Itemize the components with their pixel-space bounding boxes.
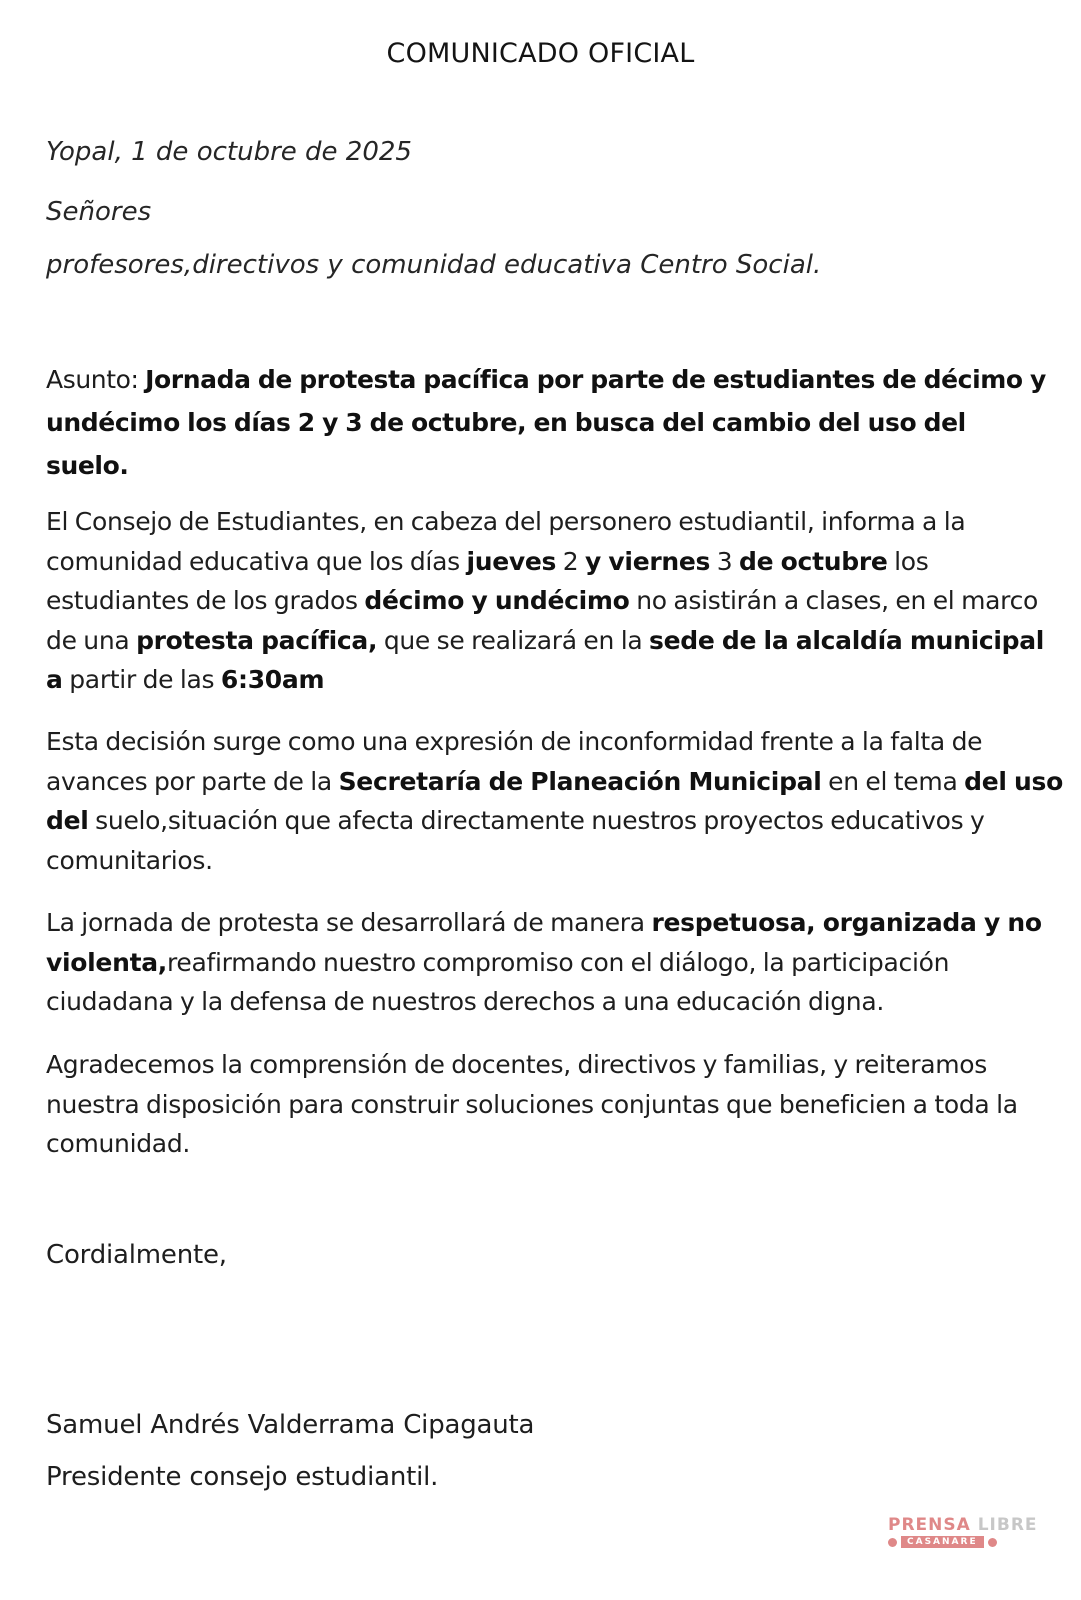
salutation: Señores [46,197,152,227]
signer-name: Samuel Andrés Valderrama Cipagauta [46,1410,535,1440]
paragraph-reason [46,722,1066,880]
logo-word-2: LIBRE [977,1515,1038,1535]
p1-text-4: los estudiantes de los grados [46,546,929,615]
p1-text-5: no asistirán a clases, en el marco de una [46,586,1039,655]
p2-text-2: en el tema [821,766,965,796]
p1-text-6: que se realizará en la [377,625,650,655]
p1-bold-3: de octubre [739,546,888,576]
p2-bold-2: del uso del [46,766,1064,835]
p1-bold-6: sede de la alcaldía municipal a [46,625,1045,694]
logo-dot-icon [888,1538,897,1547]
paragraph-thanks: Agradecemos la comprensión de docentes, directivos y familias, y reiteramos nuestra disposición para construir soluciones conjuntas que beneficien a toda la comunidad. [46,1050,1018,1158]
p2-text-3: suelo,situación que afecta directamente nuestros proyectos educativos y comunitarios. [46,806,985,875]
p1-bold-1: jueves [466,546,557,576]
logo-dot-icon [988,1538,997,1547]
p3-text-1: La jornada de protesta se desarrollará de manera [46,908,652,937]
paragraph-announcement [46,502,1066,700]
p3-text-2: reafirmando nuestro compromiso con el diálogo, la participación ciudadana y la defensa de nuestros derechos a una educación digna. [46,947,950,1016]
subject-line [46,358,1046,487]
paragraph-manner [46,903,1066,1022]
subject-label: Asunto: [46,365,146,394]
logo-subtitle: CASANARE [901,1536,984,1548]
p1-text-7: partir de las [62,665,221,694]
subject-text: Jornada de protesta pacífica por parte de estudiantes de décimo y undécimo los días 2 y 3 de octubre, en busca del cambio del uso del suelo. [46,365,1046,480]
p1-bold-4: décimo y undécimo [364,586,630,615]
p1-bold-7: 6:30am [220,665,325,694]
recipients: profesores,directivos y comunidad educativa Centro Social. [46,250,822,280]
document-title: COMUNICADO OFICIAL [386,38,695,69]
signer-role: Presidente consejo estudiantil. [46,1462,439,1492]
p1-bold-5: protesta pacífica, [136,625,378,655]
place-date: Yopal, 1 de octubre de 2025 [46,137,412,167]
p1-text-1: El Consejo de Estudiantes, en cabeza del personero estudiantil, informa a la comunidad educativa que los días [46,507,966,576]
p2-bold-1: Secretaría de Planeación Municipal [338,766,822,796]
p1-text-3: 3 [710,546,740,576]
prensa-libre-watermark-logo [888,1515,1038,1556]
p1-bold-2: y viernes [585,546,711,576]
logo-word-1: PRENSA [888,1515,971,1535]
closing: Cordialmente, [46,1240,227,1270]
p2-text-1: Esta decisión surge como una expresión de inconformidad frente a la falta de avances por parte de la [46,727,983,796]
p3-bold-1: respetuosa, organizada y no violenta, [46,908,1042,977]
p1-text-2: 2 [556,546,586,576]
